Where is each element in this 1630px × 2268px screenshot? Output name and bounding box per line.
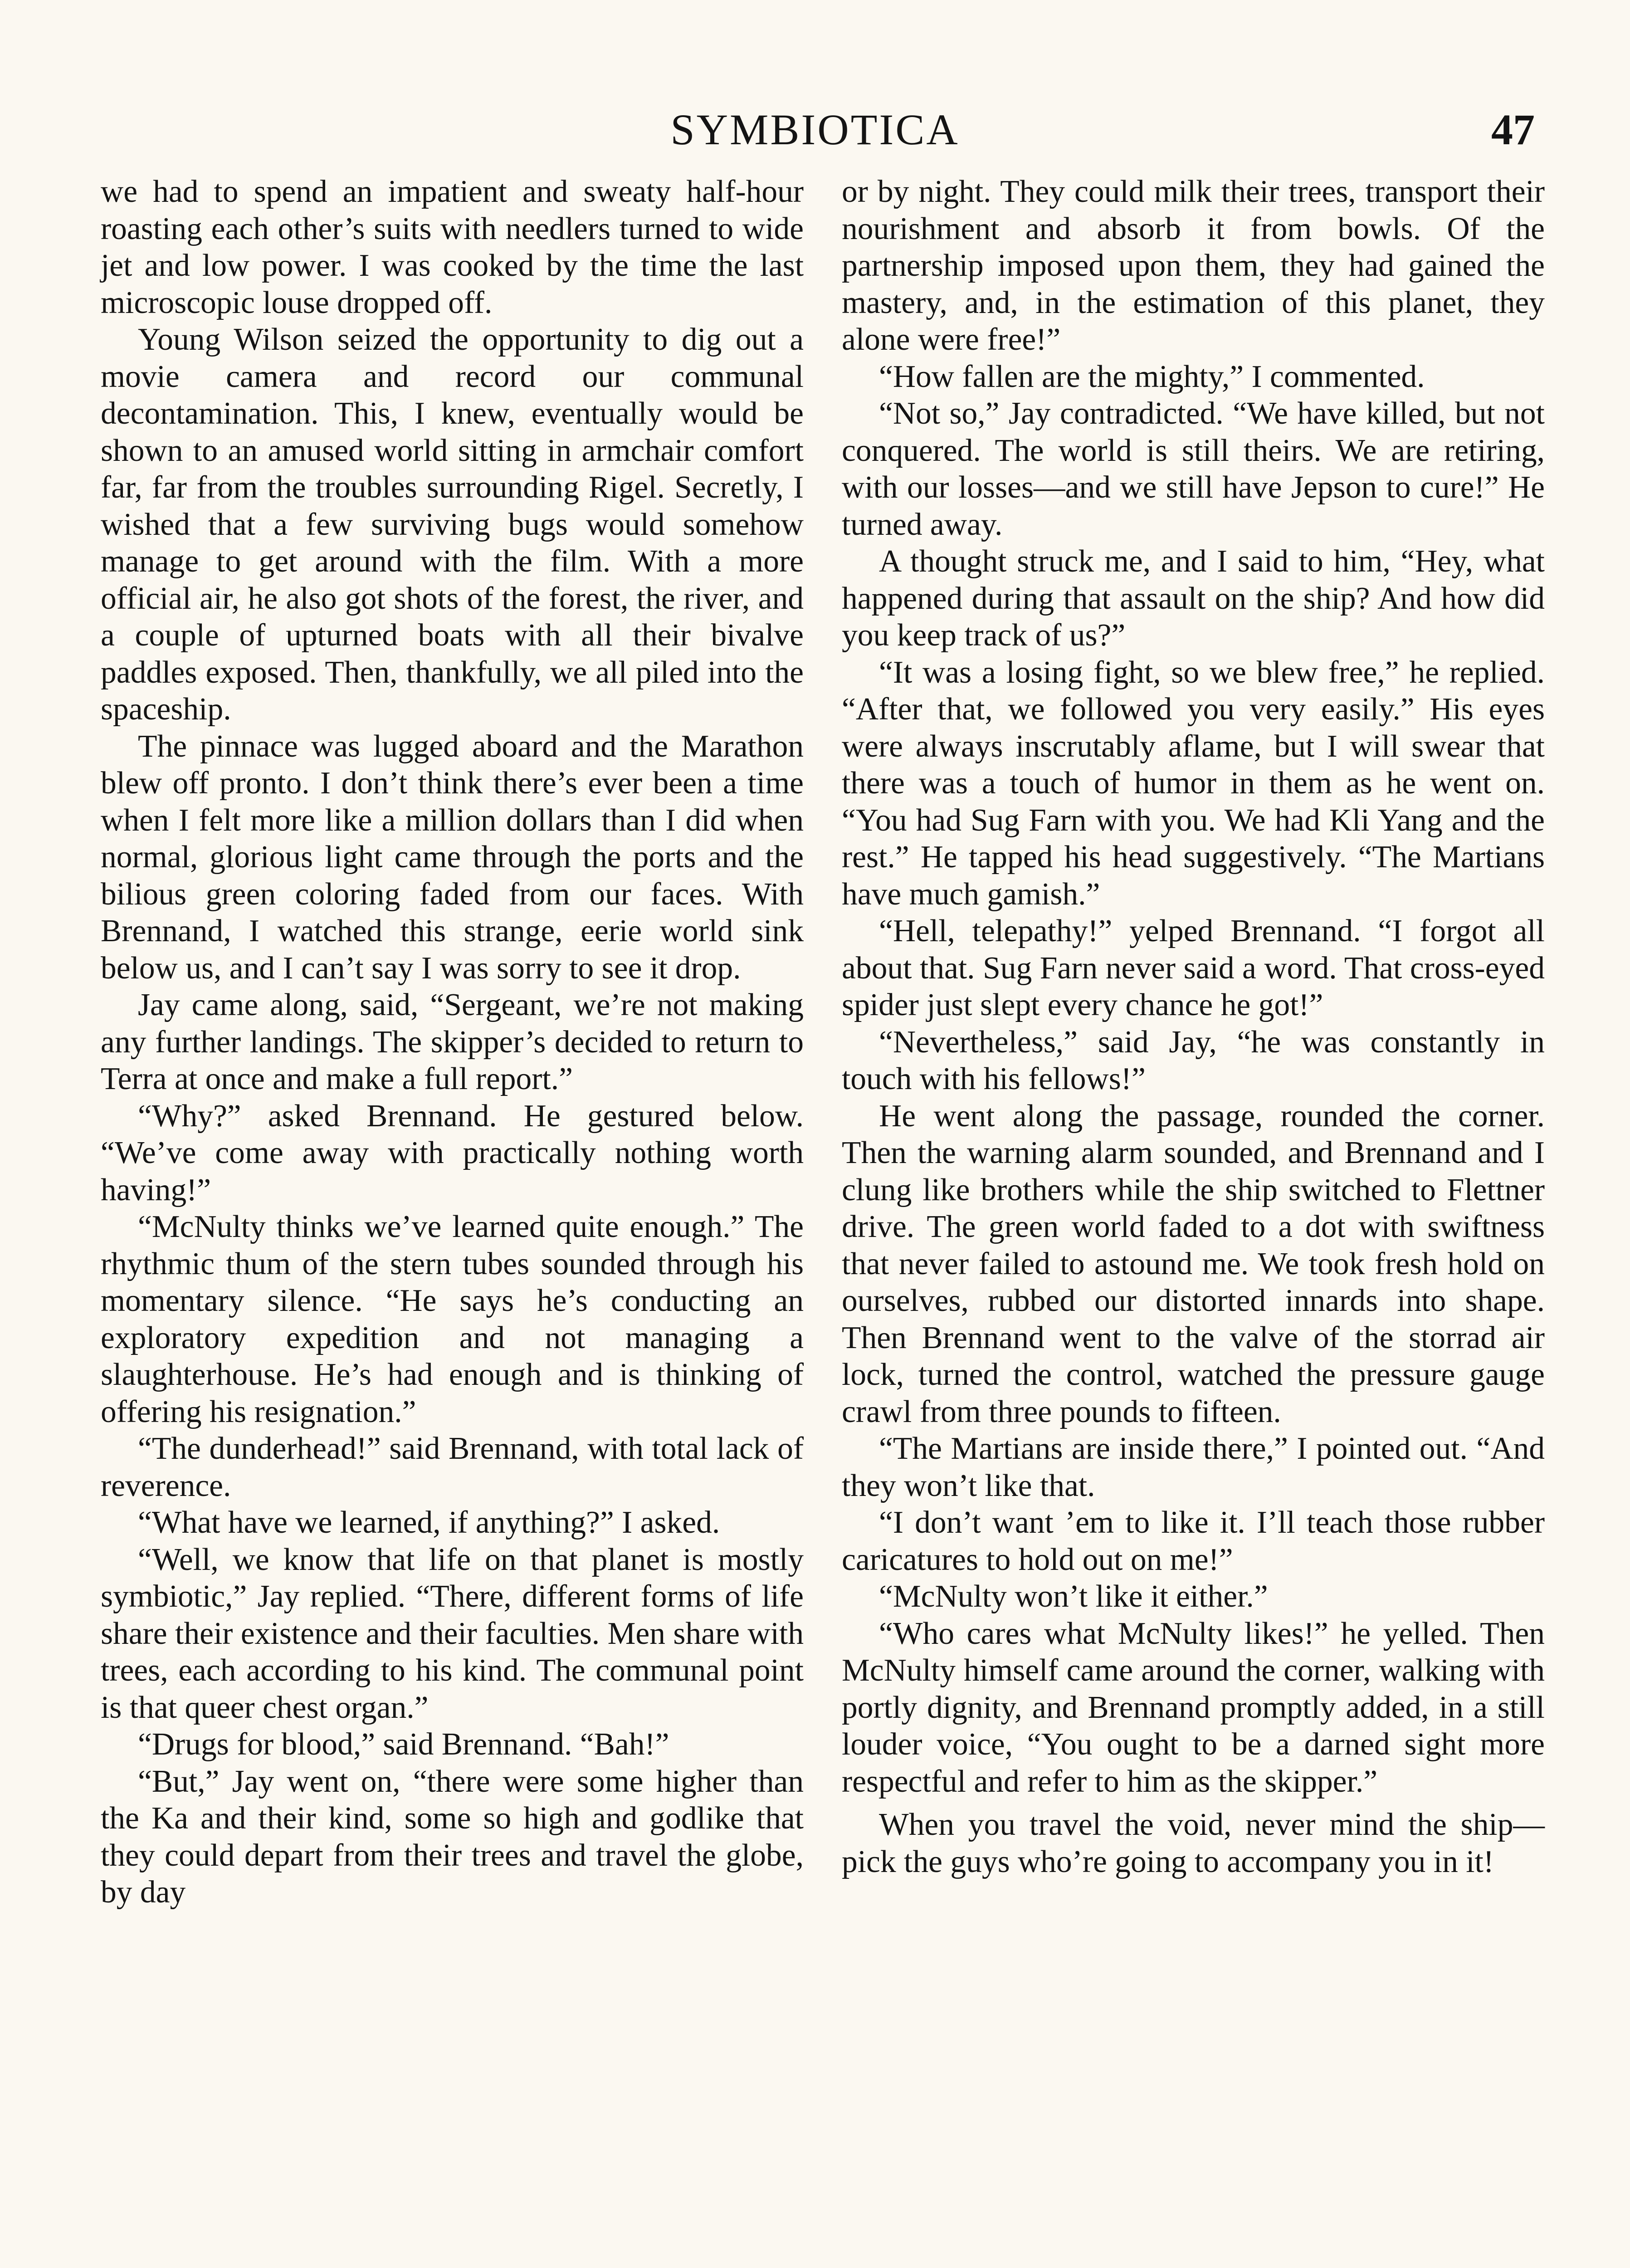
- paragraph: A thought struck me, and I said to him, “Hey, what happened during that assault on the ship? And how did you keep track of us?”: [842, 544, 1545, 653]
- paragraph: “I don’t want ’em to like it. I’ll teach those rubber caricatures to hold out on me!”: [842, 1505, 1545, 1577]
- paragraph: When you travel the void, never mind the ship—pick the guys who’re going to accompany you in it!: [842, 1807, 1545, 1879]
- paragraph: “Drugs for blood,” said Brennand. “Bah!”: [138, 1727, 669, 1762]
- paragraph: The pinnace was lugged aboard and the Marathon blew off pronto. I don’t think there’s ever been a time when I felt more like a million dollars than I did when normal, glorious light came through the ports and the bilious green coloring faded from our faces. With Brennand, I watched this strange, eerie world sink below us, and I can’t say I was sorry to see it drop.: [101, 728, 804, 986]
- paragraph: “How fallen are the mighty,” I commented.: [879, 359, 1425, 394]
- paragraph: “McNulty thinks we’ve learned quite enough.” The rhythmic thum of the stern tubes sounded through his momentary silence. “He says he’s conducting an exploratory expedition and not managing a slaughterhouse. He’s had enough and is thinking of offering his resignation.”: [101, 1209, 804, 1429]
- paragraph: “Hell, telepathy!” yelped Brennand. “I forgot all about that. Sug Farn never said a word. That cross-eyed spider just slept every chance he got!”: [842, 914, 1545, 1022]
- left-column: [101, 173, 804, 1911]
- paragraph: we had to spend an impatient and sweaty half-hour roasting each other’s suits with needlers turned to wide jet and low power. I was cooked by the time the last microscopic louse dropped off.: [101, 174, 804, 320]
- paragraph: “Who cares what McNulty likes!” he yelled. Then McNulty himself came around the corner, walking with portly dignity, and Brennand promptly added, in a still louder voice, “You ought to be a darned sight more respectful and refer to him as the skipper.”: [842, 1616, 1545, 1799]
- right-column: [842, 173, 1545, 1880]
- paragraph: Young Wilson seized the opportunity to dig out a movie camera and record our communal decontamination. This, I knew, eventually would be shown to an amused world sitting in armchair comfort far, far from the troubles surrounding Rigel. Secretly, I wished that a few surviving bugs would somehow manage to get around with the film. With a more official air, he also got shots of the forest, the river, and a couple of upturned boats with all their bivalve paddles exposed. Then, thankfully, we all piled into the spaceship.: [101, 322, 804, 727]
- paragraph: “What have we learned, if anything?” I asked.: [138, 1505, 720, 1540]
- page-header: [0, 104, 1630, 159]
- paragraph: “The dunderhead!” said Brennand, with total lack of reverence.: [101, 1431, 804, 1503]
- paragraph: “Not so,” Jay contradicted. “We have killed, but not conquered. The world is still theirs. We are retiring, with our losses—and we still have Jepson to cure!” He turned away.: [842, 396, 1545, 542]
- running-title: SYMBIOTICA: [670, 105, 960, 154]
- paragraph: “But,” Jay went on, “there were some higher than the Ka and their kind, some so high and godlike that they could depart from their trees and travel the globe, by day: [101, 1764, 804, 1910]
- paragraph: He went along the passage, rounded the corner. Then the warning alarm sounded, and Brennand and I clung like brothers while the ship switched to Flettner drive. The green world faded to a dot with swiftness that never failed to astound me. We took fresh hold on ourselves, rubbed our distorted innards into shape. Then Brennand went to the valve of the storrad air lock, turned the control, watched the pressure gauge crawl from three pounds to fifteen.: [842, 1098, 1545, 1429]
- paragraph: “McNulty won’t like it either.”: [879, 1579, 1268, 1614]
- paragraph: “It was a losing fight, so we blew free,” he replied. “After that, we followed you very easily.” His eyes were always inscrutably aflame, but I will swear that there was a touch of humor in them as he went on. “You had Sug Farn with you. We had Kli Yang and the rest.” He tapped his head suggestively. “The Martians have much gamish.”: [842, 655, 1545, 912]
- page-number: 47: [1491, 105, 1535, 154]
- paragraph: or by night. They could milk their trees, transport their nourishment and absorb it from bowls. Of the partnership imposed upon them, they had gained the mastery, and, in the estimation of this planet, they alone were free!”: [842, 174, 1545, 357]
- paragraph: “Well, we know that life on that planet is mostly symbiotic,” Jay replied. “There, different forms of life share their existence and their faculties. Men share with trees, each according to his kind. The communal point is that queer chest organ.”: [101, 1542, 804, 1725]
- paragraph: “Nevertheless,” said Jay, “he was constantly in touch with his fellows!”: [842, 1024, 1545, 1096]
- paragraph: “The Martians are inside there,” I pointed out. “And they won’t like that.: [842, 1431, 1545, 1503]
- paragraph: “Why?” asked Brennand. He gestured below. “We’ve come away with practically nothing worth having!”: [101, 1098, 804, 1207]
- paragraph: Jay came along, said, “Sergeant, we’re not making any further landings. The skipper’s decided to return to Terra at once and make a full report.”: [101, 987, 804, 1096]
